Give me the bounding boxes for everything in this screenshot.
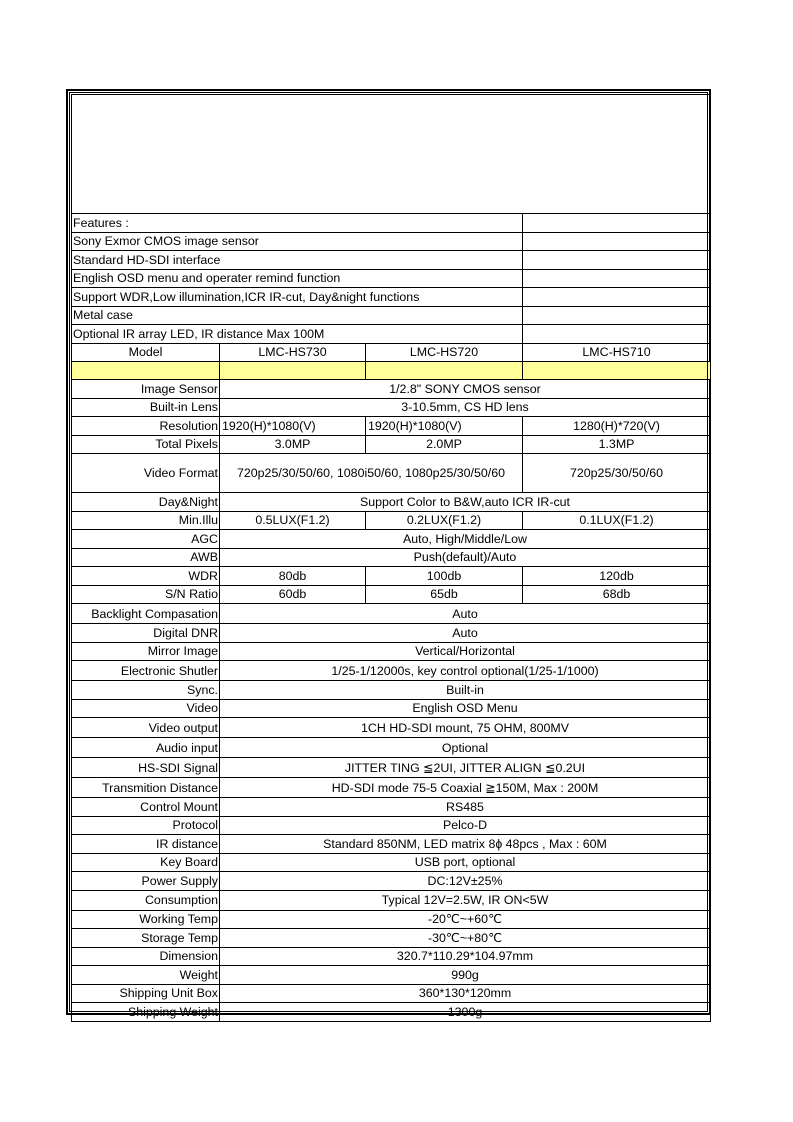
spec-label: Key Board xyxy=(72,853,220,872)
feature-blank-cell xyxy=(523,269,711,288)
spec-value: 720p25/30/50/60 xyxy=(523,454,711,493)
feature-item: Standard HD-SDI interface xyxy=(72,251,523,270)
spec-label: Control Mount xyxy=(72,798,220,817)
feature-item: Optional IR array LED, IR distance Max 100M xyxy=(72,325,523,344)
feature-row xyxy=(72,306,711,325)
spec-row xyxy=(72,835,711,854)
spec-value: 68db xyxy=(523,585,711,604)
spec-value: -20℃~+60℃ xyxy=(220,910,711,929)
spec-label: AWB xyxy=(72,548,220,567)
spec-label: Backlight Compasation xyxy=(72,604,220,624)
spec-label: Shipping Weight xyxy=(72,1003,220,1022)
spec-value: Auto xyxy=(220,624,711,643)
spec-row xyxy=(72,947,711,966)
spec-label: Storage Temp xyxy=(72,929,220,948)
spec-value: 65db xyxy=(366,585,523,604)
spec-row xyxy=(72,604,711,624)
spec-row xyxy=(72,984,711,1003)
spec-value: Optional xyxy=(220,738,711,758)
spec-value: 3-10.5mm, CS HD lens xyxy=(220,398,711,417)
spec-value: Support Color to B&W,auto ICR IR-cut xyxy=(220,493,711,512)
spec-value: DC:12V±25% xyxy=(220,872,711,891)
spec-label: Video output xyxy=(72,718,220,738)
spec-row xyxy=(72,853,711,872)
spec-value: 1920(H)*1080(V) xyxy=(220,417,366,436)
spec-value: 80db xyxy=(220,567,366,586)
spec-label: WDR xyxy=(72,567,220,586)
spec-value: 1300g xyxy=(220,1003,711,1022)
feature-blank-cell xyxy=(523,232,711,251)
highlight-cell xyxy=(220,362,366,380)
spec-value: 1CH HD-SDI mount, 75 OHM, 800MV xyxy=(220,718,711,738)
spec-row xyxy=(72,738,711,758)
spec-row xyxy=(72,778,711,798)
spec-value: JITTER TING ≦2UI, JITTER ALIGN ≦0.2UI xyxy=(220,758,711,778)
spec-row xyxy=(72,699,711,718)
spec-value: 2.0MP xyxy=(366,435,523,454)
spec-row xyxy=(72,816,711,835)
feature-row xyxy=(72,232,711,251)
spec-label: Dimension xyxy=(72,947,220,966)
spec-row xyxy=(72,493,711,512)
spec-value: HD-SDI mode 75-5 Coaxial ≧150M, Max : 200M xyxy=(220,778,711,798)
spec-label: Resolution xyxy=(72,417,220,436)
spec-row xyxy=(72,681,711,700)
features-heading: Features : xyxy=(72,214,523,233)
spec-value: 0.1LUX(F1.2) xyxy=(523,511,711,530)
spec-value: 1920(H)*1080(V) xyxy=(366,417,523,436)
spec-value: 1/2.8" SONY CMOS sensor xyxy=(220,380,711,399)
spec-row xyxy=(72,966,711,985)
spec-label: Video Format xyxy=(72,454,220,493)
spec-label: Image Sensor xyxy=(72,380,220,399)
spec-value: 1/25-1/12000s, key control optional(1/25-1/1000) xyxy=(220,661,711,681)
feature-row xyxy=(72,288,711,307)
model-name: LMC-HS730 xyxy=(220,343,366,362)
model-name: LMC-HS720 xyxy=(366,343,523,362)
spec-row xyxy=(72,718,711,738)
spec-row xyxy=(72,872,711,891)
spec-value: 990g xyxy=(220,966,711,985)
spec-value: 60db xyxy=(220,585,366,604)
spec-label: Min.Illu xyxy=(72,511,220,530)
spec-value: 720p25/30/50/60, 1080i50/60, 1080p25/30/50/60 xyxy=(220,454,523,493)
spec-value: Pelco-D xyxy=(220,816,711,835)
spec-label: Shipping Unit Box xyxy=(72,984,220,1003)
spec-label: Weight xyxy=(72,966,220,985)
spec-label: Digital DNR xyxy=(72,624,220,643)
logo-area-row xyxy=(72,95,711,214)
spec-value: RS485 xyxy=(220,798,711,817)
spec-value: Built-in xyxy=(220,681,711,700)
feature-blank-cell xyxy=(523,251,711,270)
spec-value: 0.2LUX(F1.2) xyxy=(366,511,523,530)
spec-value: 0.5LUX(F1.2) xyxy=(220,511,366,530)
feature-item: Sony Exmor CMOS image sensor xyxy=(72,232,523,251)
spec-table xyxy=(71,94,711,1022)
spec-row xyxy=(72,929,711,948)
spec-label: Built-in Lens xyxy=(72,398,220,417)
spec-row xyxy=(72,435,711,454)
spec-label: Video xyxy=(72,699,220,718)
spec-value: 100db xyxy=(366,567,523,586)
spec-row xyxy=(72,758,711,778)
spec-row xyxy=(72,798,711,817)
highlight-cell xyxy=(366,362,523,380)
spec-label: Consumption xyxy=(72,890,220,910)
spec-row xyxy=(72,454,711,493)
spec-row xyxy=(72,530,711,549)
spec-row xyxy=(72,910,711,929)
spec-value: Vertical/Horizontal xyxy=(220,642,711,661)
spec-value: Auto, High/Middle/Low xyxy=(220,530,711,549)
spec-value: 120db xyxy=(523,567,711,586)
features-blank-cell xyxy=(523,214,711,233)
spec-row xyxy=(72,661,711,681)
highlight-cell xyxy=(72,362,220,380)
spec-row xyxy=(72,511,711,530)
model-label: Model xyxy=(72,343,220,362)
features-heading-row xyxy=(72,214,711,233)
spec-row xyxy=(72,890,711,910)
spec-value: Standard 850NM, LED matrix 8ɸ 48pcs , Max : 60M xyxy=(220,835,711,854)
spec-label: Mirror Image xyxy=(72,642,220,661)
spec-row xyxy=(72,548,711,567)
spec-label: Sync. xyxy=(72,681,220,700)
spec-label: S/N Ratio xyxy=(72,585,220,604)
spec-sheet xyxy=(66,89,711,1019)
spec-value: 1.3MP xyxy=(523,435,711,454)
feature-blank-cell xyxy=(523,288,711,307)
spec-label: Electronic Shutler xyxy=(72,661,220,681)
spec-label: AGC xyxy=(72,530,220,549)
spec-value: 1280(H)*720(V) xyxy=(523,417,711,436)
highlight-cell xyxy=(523,362,711,380)
spec-row xyxy=(72,1003,711,1022)
feature-item: Metal case xyxy=(72,306,523,325)
spec-label: IR distance xyxy=(72,835,220,854)
spec-row xyxy=(72,624,711,643)
spec-value: 320.7*110.29*104.97mm xyxy=(220,947,711,966)
feature-blank-cell xyxy=(523,306,711,325)
spec-label: Transmition Distance xyxy=(72,778,220,798)
spec-value: -30℃~+80℃ xyxy=(220,929,711,948)
spec-value: 3.0MP xyxy=(220,435,366,454)
spec-row xyxy=(72,642,711,661)
spec-value: Typical 12V=2.5W, IR ON<5W xyxy=(220,890,711,910)
spec-value: English OSD Menu xyxy=(220,699,711,718)
spec-value: Push(default)/Auto xyxy=(220,548,711,567)
feature-blank-cell xyxy=(523,325,711,344)
spec-label: Protocol xyxy=(72,816,220,835)
feature-item: Support WDR,Low illumination,ICR IR-cut, Day&night functions xyxy=(72,288,523,307)
spec-label: HS-SDI Signal xyxy=(72,758,220,778)
spec-row xyxy=(72,380,711,399)
spec-label: Working Temp xyxy=(72,910,220,929)
spec-label: Day&Night xyxy=(72,493,220,512)
spec-row xyxy=(72,585,711,604)
spec-label: Power Supply xyxy=(72,872,220,891)
spec-label: Total Pixels xyxy=(72,435,220,454)
spec-row xyxy=(72,398,711,417)
spec-label: Audio input xyxy=(72,738,220,758)
model-name: LMC-HS710 xyxy=(523,343,711,362)
highlight-row xyxy=(72,362,711,380)
spec-row xyxy=(72,417,711,436)
feature-row xyxy=(72,269,711,288)
spec-row xyxy=(72,567,711,586)
feature-row xyxy=(72,251,711,270)
spec-value: Auto xyxy=(220,604,711,624)
spec-value: 360*130*120mm xyxy=(220,984,711,1003)
spec-value: USB port, optional xyxy=(220,853,711,872)
model-header-row xyxy=(72,343,711,362)
logo-area xyxy=(72,95,711,214)
feature-row xyxy=(72,325,711,344)
feature-item: English OSD menu and operater remind function xyxy=(72,269,523,288)
